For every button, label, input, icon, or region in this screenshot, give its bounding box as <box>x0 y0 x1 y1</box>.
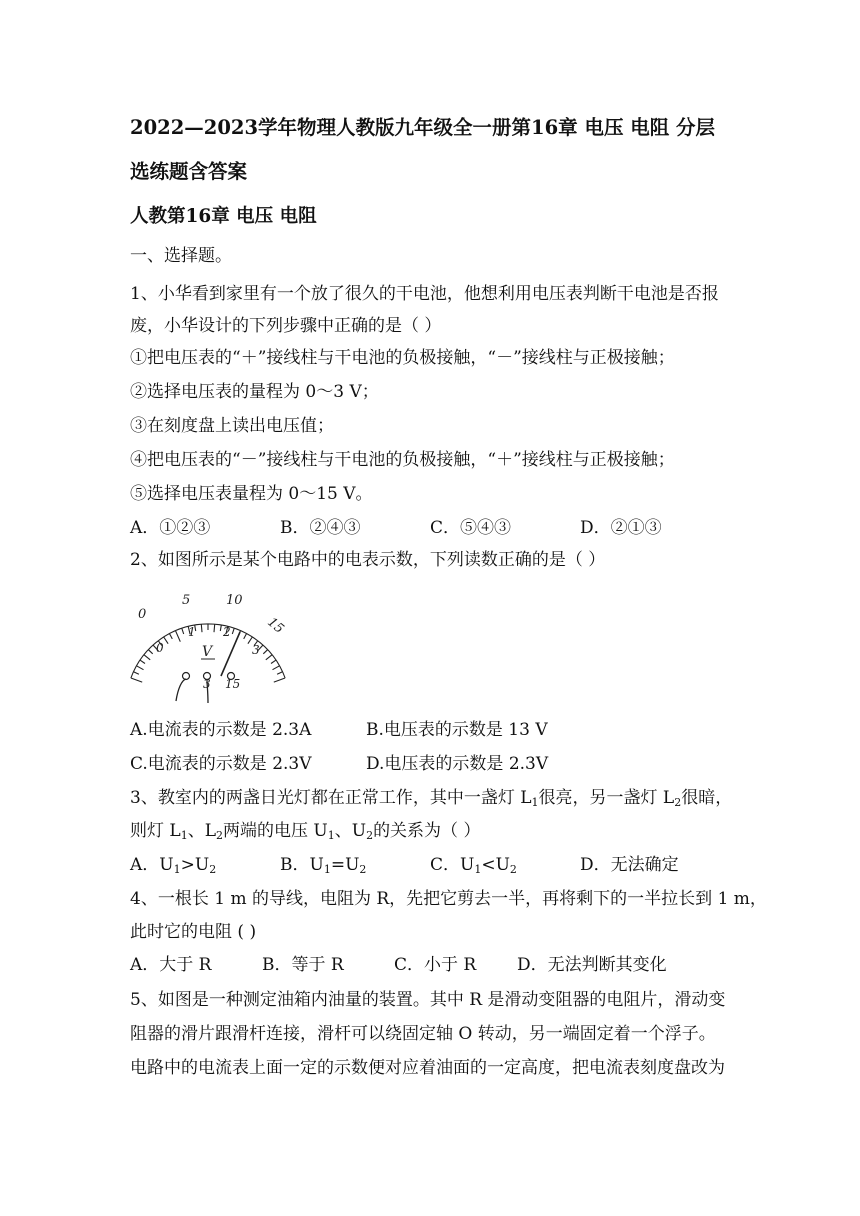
terminal-label-15: 15 <box>225 677 241 691</box>
dial-tick <box>232 628 234 634</box>
dial-tick <box>244 634 247 639</box>
q1-step-3: ③在刻度盘上读出电压值； <box>130 416 334 436</box>
dial-tick <box>274 678 285 682</box>
doc-title-line-2: 选练题含答案 <box>130 160 248 183</box>
dial-tick <box>170 634 173 639</box>
q4-stem-line-1: 4、一根长 1 m 的导线，电阻为 R，先把它剪去一半，再将剩下的一半拉长到 1 m， <box>130 889 767 909</box>
dial-tick <box>164 637 168 644</box>
q5-line-2: 阻器的滑片跟滑杆连接，滑杆可以绕固定轴 O 转动，另一端固定着一个浮子。 <box>130 1024 716 1044</box>
q2-option-a: A.电流表的示数是 2.3A <box>130 720 312 740</box>
q2-option-b: B.电压表的示数是 13 V <box>366 720 548 740</box>
dial-tick <box>140 660 145 663</box>
q2-stem: 2、如图所示是某个电路中的电表示数，下列读数正确的是（ ） <box>130 550 606 570</box>
dial-tick <box>137 666 144 670</box>
q1-step-4: ④把电压表的“－”接线柱与干电池的负极接触，“＋”接线柱与正极接触； <box>130 450 675 470</box>
dial-tick <box>182 628 184 634</box>
chapter-heading: 人教第16章 电压 电阻 <box>130 206 317 227</box>
terminal-label-3: 3 <box>203 677 211 691</box>
q1-option-b: B．②④③ <box>280 518 361 538</box>
doc-title-line-1: 2022—2023学年物理人教版九年级全一册第16章 电压 电阻 分层 <box>130 116 716 139</box>
dial-tick <box>263 650 267 654</box>
q1-stem-line-1: 1、小华看到家里有一个放了很久的干电池，他想利用电压表判断干电池是否报 <box>130 284 719 304</box>
q4-option-b: B．等于 R <box>262 955 344 975</box>
q4-option-d: D．无法判断其变化 <box>517 955 667 975</box>
wire-left <box>176 679 186 701</box>
q4-stem-line-2: 此时它的电阻 ( ) <box>130 922 257 942</box>
q1-step-5: ⑤选择电压表量程为 0～15 V。 <box>130 484 373 504</box>
q4-option-c: C．小于 R <box>394 955 477 975</box>
dial-tick <box>277 672 282 675</box>
q1-step-2: ②选择电压表的量程为 0～3 V； <box>130 382 379 402</box>
q2-option-c: C.电流表的示数是 2.3V <box>130 754 312 774</box>
dial-tick <box>271 660 276 663</box>
dial-tick <box>201 624 202 632</box>
q2-option-d: D.电压表的示数是 2.3V <box>366 754 549 774</box>
voltmeter-symbol: V <box>202 644 213 660</box>
dial-lower-label-1: 1 <box>188 625 196 639</box>
dial-upper-label-5: 5 <box>182 593 191 608</box>
q3-option-c: C．$U_1<U_2$ <box>430 855 517 876</box>
q3-stem-line-2: 则灯 $L_1$、$L_2$两端的电压 $U_1$、$U_2$的关系为（ ） <box>130 821 481 842</box>
q1-option-a: A．①②③ <box>130 518 211 538</box>
dial-tick <box>176 631 181 642</box>
dial-lower-label-2: 2 <box>223 625 231 639</box>
dial-tick <box>273 666 280 670</box>
dial-tick <box>144 655 150 660</box>
q4-option-a: A．大于 R <box>130 955 212 975</box>
q1-step-1: ①把电压表的“＋”接线柱与干电池的负极接触，“－”接线柱与正极接触； <box>130 348 675 368</box>
dial-lower-label-0: 0 <box>156 641 164 655</box>
section-heading: 一、选择题。 <box>130 246 232 266</box>
q5-line-1: 5、如图是一种测定油箱内油量的装置。其中 R 是滑动变阻器的电阻片，滑动变 <box>130 990 726 1010</box>
q1-option-c: C．⑤④③ <box>430 518 512 538</box>
dial-lower-label-3: 3 <box>252 643 260 657</box>
voltmeter-dial-figure <box>128 588 288 706</box>
dial-tick <box>134 672 139 675</box>
dial-tick <box>131 678 142 682</box>
q1-option-d: D．②①③ <box>580 518 662 538</box>
q3-option-b: B．$U_1=U_2$ <box>280 855 367 876</box>
dial-upper-label-15: 15 <box>264 614 287 637</box>
q3-option-a: A．$U_1>U_2$ <box>130 855 217 876</box>
q3-stem-line-1: 3、教室内的两盏日光灯都在正常工作，其中一盏灯 $L_1$很亮，另一盏灯 $L_2$很暗， <box>130 788 733 809</box>
q5-line-3: 电路中的电流表上面一定的示数便对应着油面的一定高度，把电流表刻度盘改为 <box>130 1058 725 1078</box>
dial-tick <box>266 655 272 660</box>
dial-tick <box>220 625 221 631</box>
dial-tick <box>148 650 152 654</box>
q1-stem-line-2: 废，小华设计的下列步骤中正确的是（ ） <box>130 316 442 336</box>
dial-upper-label-10: 10 <box>226 593 243 608</box>
q3-option-d: D．无法确定 <box>580 855 679 875</box>
dial-tick <box>214 624 215 632</box>
dial-upper-label-0: 0 <box>138 607 147 622</box>
terminal-negative <box>183 673 190 680</box>
